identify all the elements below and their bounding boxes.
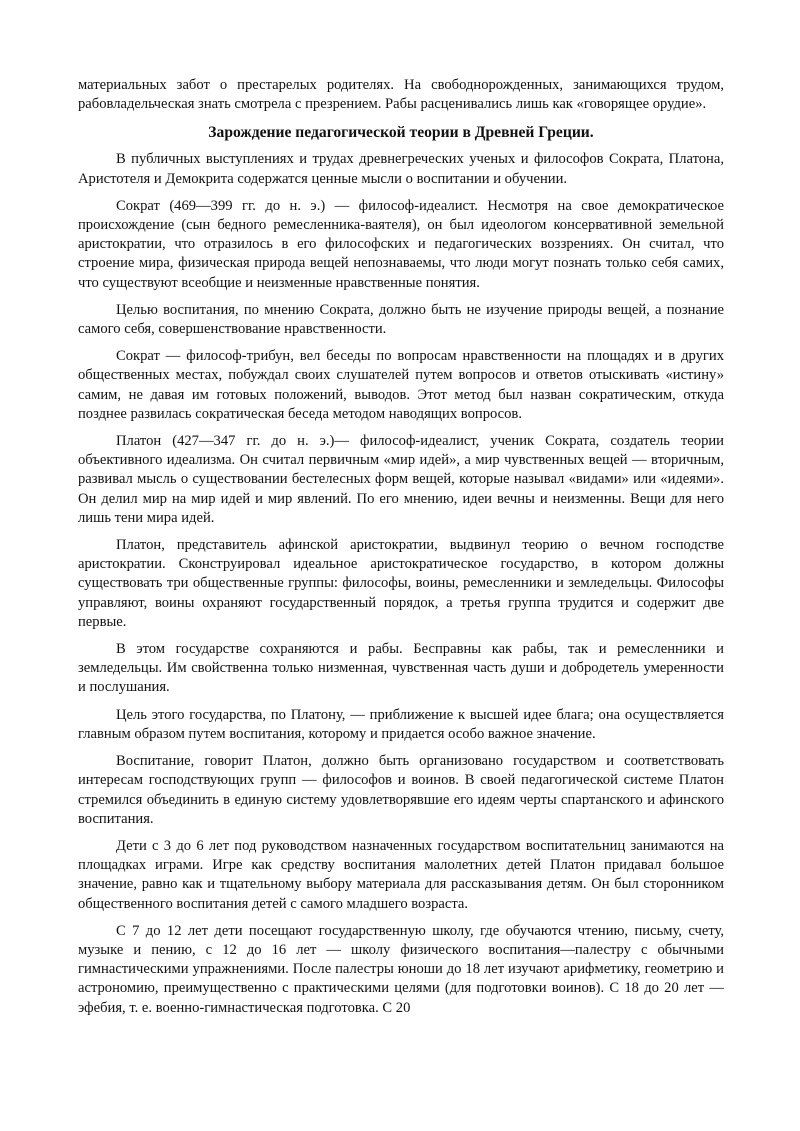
paragraph: В этом государстве сохраняются и рабы. Бесправны как рабы, так и ремесленники и земледельцы. Им свойственна только низменная, чувственная часть души и добродетель умеренности и послушания. <box>78 641 724 696</box>
document-page <box>78 76 724 1026</box>
paragraph: Платон (427—347 гг. до н. э.)— философ-идеалист, ученик Сократа, создатель теории объективного идеализма. Он считал первичным «мир идей», а мир чувственных вещей — вторичным, развивал мысль о существовании бестелесных форм вещей, которые называл «видами» или «идеями». Он делил мир на мир идей и мир явлений. По его мнению, идеи вечны и неизменны. Вещи для него лишь тени мира идей. <box>78 433 724 526</box>
paragraph: Целью воспитания, по мнению Сократа, должно быть не изучение природы вещей, а познание самого себя, совершенствование нравственности. <box>78 301 724 338</box>
paragraph: Воспитание, говорит Платон, должно быть организовано государством и соответствовать интересам господствующих групп — философов и воинов. В своей педагогической системе Платон стремился объединить в единую систему удовлетворявшие его идеям черты спартанского и афинского воспитания. <box>78 753 724 827</box>
paragraph: Сократ (469—399 гг. до н. э.) — философ-идеалист. Несмотря на свое демократическое происхождение (сын бедного ремесленника-ваятеля), он был идеологом консервативной земельной аристократии, что отразилось в его философских и педагогических воззрениях. Он считал, что строение мира, физическая природа вещей непознаваемы, что люди могут познать только себя самих, что существуют всеобщие и неизменные нравственные понятия. <box>78 197 724 291</box>
paragraph: Дети с 3 до 6 лет под руководством назначенных государством воспитательниц занимаются на площадках играми. Игре как средству воспитания малолетних детей Платон придавал большое значение, равно как и тщательному выбору материала для рассказывания детям. Он был сторонником общественного воспитания детей с самого младшего возраста. <box>78 837 724 912</box>
intro-paragraph: материальных забот о престарелых родителях. На свободнорожденных, занимающихся трудом, рабовладельческая знать смотрела с презрением. Рабы расценивались лишь как «говорящее орудие». <box>78 77 724 113</box>
paragraph: В публичных выступлениях и трудах древнегреческих ученых и философов Сократа, Платона, Аристотеля и Демокрита содержатся ценные мысли о воспитании и обучении. <box>78 151 724 187</box>
paragraph: Платон, представитель афинской аристократии, выдвинул теорию о вечном господстве аристократии. Сконструировал идеальное аристократическое государство, в котором должны существовать три общественные группы: философы, воины, ремесленники и земледельцы. Философы управляют, воины охраняют государственный порядок, а третья группа трудится и содержит две первые. <box>78 537 724 630</box>
paragraph: С 7 до 12 лет дети посещают государственную школу, где обучаются чтению, письму, счету, музыке и пению, с 12 до 16 лет — школу физического воспитания—палестру с обычными гимнастическими упражнениями. После палестры юноши до 18 лет изучают арифметику, геометрию и астрономию, преимущественно с практическими целями (для подготовки воинов). С 18 до 20 лет — эфебия, т. е. военно-гимнастическая подготовка. С 20 <box>78 922 724 1016</box>
section-title: Зарождение педагогической теории в Древней Греции. <box>208 124 594 142</box>
paragraph: Сократ — философ-трибун, вел беседы по вопросам нравственности на площадях и в других общественных местах, побуждал своих слушателей путем вопросов и ответов отыскивать «истину» самим, не давая им готовых положений, выводов. Этот метод был назван сократическим, откуда позднее развилась сократическая беседа методом наводящих вопросов. <box>78 348 724 422</box>
paragraph: Цель этого государства, по Платону, — приближение к высшей идее блага; она осуществляется главным образом путем воспитания, которому и придается особо важное значение. <box>78 706 724 742</box>
